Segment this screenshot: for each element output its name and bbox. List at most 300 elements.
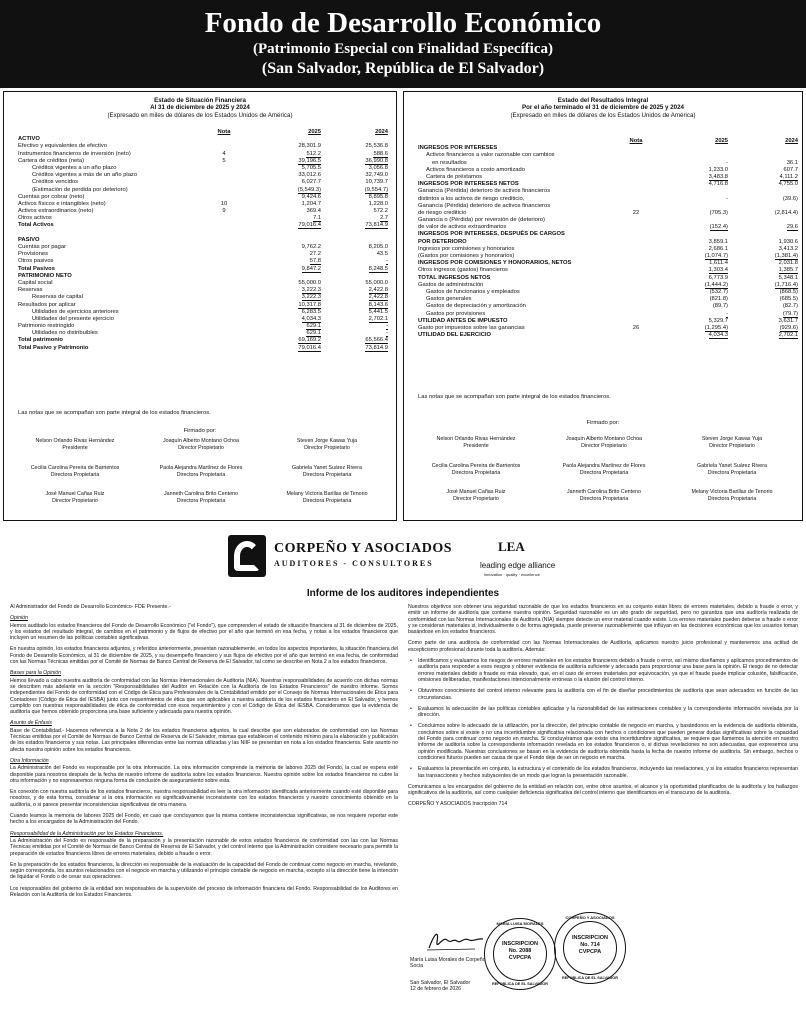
row-value-2024-text: 588.6 <box>373 150 388 157</box>
row-label: Activos extraordinarios (neto) <box>18 208 94 215</box>
signatory-name: Nelson Orlando Rivas Hernández <box>35 438 115 444</box>
table-row <box>18 266 386 273</box>
table-row <box>18 194 386 201</box>
row-label: Utilidades de ejercicios anteriores <box>32 308 119 315</box>
table-row <box>18 136 386 143</box>
row-label: de valor de activos extraordinarios <box>418 224 507 231</box>
row-value-2024 <box>744 246 798 253</box>
table-row <box>18 151 386 158</box>
row-value-2025-text: (821.8) <box>709 296 728 303</box>
table-row <box>18 187 386 194</box>
table-row <box>18 330 386 337</box>
row-label: Utilidades no distribuibles <box>32 330 98 337</box>
row-value-2025 <box>267 337 321 344</box>
row-label: UTILIDAD DEL EJERCICIO <box>418 332 492 339</box>
row-label: Instrumentos financieros de inversión (neto) <box>18 150 131 157</box>
lea-tagline: innovation · quality · excellence <box>484 572 540 577</box>
signatory <box>11 438 139 451</box>
row-value-2025-text: 27.2 <box>309 251 321 258</box>
row-value-2025-text: 33,012.6 <box>298 172 321 179</box>
row-label: Efectivo y equivalentes de efectivo <box>18 143 107 150</box>
table-row <box>18 287 386 294</box>
signatory <box>263 465 391 478</box>
row-value-2024-text: 3,631.7 <box>778 317 798 324</box>
table-row <box>18 172 386 179</box>
signatory-name: Joaquín Alberto Montano Ochoa <box>566 436 642 442</box>
row-label: Ganancia o (Pérdida) por reversión de (deterioro) <box>418 217 545 224</box>
row-value-2024-text: 2,702.1 <box>368 315 388 322</box>
table-row <box>18 316 386 323</box>
table-row <box>418 159 798 167</box>
table-row <box>418 310 798 318</box>
row-value-2024 <box>334 143 388 150</box>
row-label: distintos a los activos de riesgo crediticio, <box>418 195 525 202</box>
row-value-2024 <box>744 275 798 282</box>
signatory-role: Directora Propietaria <box>707 495 757 502</box>
list-item: • Evaluamos la presentación en conjunto, la estructura y el contenido de los estados financieros, incluyendo las revelaciones, y si los estados financieros representan las transacciones y hechos subyacentes de un modo que logran la presentación razonable. <box>418 766 798 779</box>
table-row <box>418 324 798 332</box>
row-value-2024 <box>744 224 798 231</box>
signatory-role: Director Propietario <box>178 444 224 451</box>
row-label: INGRESOS POR INTERESES <box>418 145 498 152</box>
row-value-2024-text: 3,413.2 <box>778 245 798 252</box>
row-label: Otros ingresos (gastos) financieros <box>418 267 508 274</box>
row-value-2024 <box>744 303 798 310</box>
row-label: INGRESOS POR INTERESES NETOS <box>418 181 519 188</box>
row-value-2024-text: (1,716.4) <box>774 281 798 288</box>
row-value-2025 <box>674 318 728 325</box>
row-value-2025 <box>674 239 728 246</box>
signatory-name: José Manuel Cañas Ruiz <box>45 491 105 497</box>
table-row <box>18 165 386 172</box>
report-header <box>0 0 806 88</box>
row-value-2024 <box>334 280 388 287</box>
row-value-2025-text: - <box>726 159 728 166</box>
paragraph: En la preparación de los estados financieros, la dirección es responsable de la evaluación de la capacidad del Fondo de continuar como negocio en marcha, revelando, según corresponda, los asuntos relacionados con el negocio en marcha y utilizando el principio contable de negocio en marcha, excepto si la dirección tiene la intención de liquidar el Fondo o de cesar sus operaciones. <box>10 861 398 881</box>
row-label: Cuentas por pagar <box>18 244 67 250</box>
signatory-role: Director Propietario <box>304 444 350 451</box>
row-note-text: 26 <box>632 324 640 331</box>
signatory-role: Directora Propietaria <box>302 497 352 504</box>
table-row <box>418 152 792 159</box>
table-row <box>418 188 792 195</box>
row-value-2025 <box>674 325 728 332</box>
row-value-2025 <box>267 309 321 316</box>
signatory <box>137 438 265 451</box>
row-value-2025 <box>267 172 321 179</box>
row-value-2024-text: 1,930.6 <box>778 238 798 245</box>
table-row <box>418 238 798 246</box>
row-note-text: 5 <box>222 157 226 164</box>
row-label: Otros activos <box>18 215 52 222</box>
income-signed-by: Firmado por: <box>586 420 620 426</box>
row-value-2025-text: 512.2 <box>306 150 321 157</box>
table-row <box>418 181 798 188</box>
row-note-text: 9 <box>222 208 226 215</box>
row-label: Créditos vigentes a más de un año plazo <box>32 172 138 179</box>
cpa-stamp-firm: CORPEÑO Y ASOCIADOS INSCRIPCION No. 714 CVPCPA REPÚBLICA DE EL SALVADOR <box>554 912 626 984</box>
table-row <box>418 274 798 282</box>
row-value-2024 <box>334 309 388 316</box>
row-note <box>626 210 646 217</box>
row-value-2024-text: 36.1 <box>786 159 798 166</box>
report-title: Informe de los auditores independientes <box>306 588 500 599</box>
row-value-2024 <box>744 196 798 203</box>
balance-footnote: Las notas que se acompañan son parte integral de los estados financieros. <box>18 410 211 416</box>
row-value-2025-text: 69,169.2 <box>298 337 321 344</box>
row-label: Ingresos por comisiones y honorarios <box>418 245 515 252</box>
row-value-2024-text: 8,143.6 <box>368 301 388 308</box>
section-heading: Otra Información <box>10 757 49 764</box>
row-value-2025 <box>267 201 321 208</box>
row-value-2025 <box>674 303 728 310</box>
row-label: de riesgo crediticio <box>418 209 467 216</box>
paragraph: Comunicamos a los encargados del gobierno de la entidad en relación con, entre otros asuntos, el alcance y la oportunidad planificados de la auditoría y los hallazgos significativos de la auditoría, así como cualquier deficiencia significativa del control interno que identificamos en el transcurso de la auditoría. <box>408 783 798 797</box>
income-date: Por el año terminado el 31 de diciembre de 2025 y 2024 <box>522 104 684 112</box>
row-value-2025-text: - <box>726 195 728 202</box>
row-value-2025-text: 1,204.7 <box>301 200 321 207</box>
auditor-tagline: AUDITORES - CONSULTORES <box>274 559 434 568</box>
row-value-2025 <box>674 260 728 267</box>
row-label: INGRESOS POR COMISIONES Y HONORARIOS, NETOS <box>418 260 572 267</box>
row-value-2025-text: 5,329.7 <box>708 317 728 324</box>
corpeno-logo-icon <box>228 535 266 577</box>
row-value-2025 <box>267 345 321 352</box>
table-row <box>418 173 798 181</box>
row-note-text: 4 <box>222 150 226 157</box>
row-value-2025 <box>267 187 321 194</box>
table-row <box>18 251 386 258</box>
row-label: Total Activos <box>18 222 54 229</box>
signatory <box>11 491 139 504</box>
col-note: Nota <box>629 138 643 144</box>
signatory-role: Directora Propietaria <box>50 471 100 478</box>
row-value-2024-text: 8,895.8 <box>368 193 388 200</box>
row-value-2025 <box>674 174 728 181</box>
row-value-2024 <box>744 282 798 289</box>
signatory <box>412 463 540 476</box>
signatory-role: Director Propietario <box>52 497 98 504</box>
row-value-2024-text: 572.2 <box>373 208 388 215</box>
row-value-2024 <box>334 316 388 323</box>
row-value-2024 <box>334 187 388 194</box>
paragraph: Hemos auditado los estados financieros del Fondo de Desarrollo Económico ("el Fondo"), que comprenden el estado de situación financiera al 31 de diciembre de 2025, y los estados del resultado integral, de cambios en el patrimonio y de flujos de efectivo por el año que terminó en esa fecha, y notas a los estados financieros que incluyen un resumen de las políticas contables significativas. <box>10 622 398 642</box>
signatory-name: Gabriela Yanet Suárez Rivera <box>697 463 767 469</box>
row-value-2025-text: 39,196.5 <box>298 157 321 164</box>
row-value-2025 <box>267 266 321 273</box>
table-row <box>418 245 798 253</box>
row-value-2025-text: 1,303.4 <box>708 267 728 274</box>
row-value-2025 <box>674 210 728 217</box>
table-row <box>418 145 792 152</box>
balance-title: Estado de Situación Financiera <box>154 97 246 104</box>
signatory-name: José Manuel Cañas Ruiz <box>446 489 506 495</box>
row-label: Utilidades del presente ejercicio <box>32 315 114 322</box>
row-value-2024 <box>334 294 388 301</box>
table-row <box>418 303 798 310</box>
row-value-2024 <box>334 302 388 309</box>
list-item: • Obtuvimos conocimiento del control interno relevante para la auditoría con el fin de diseñar procedimientos de auditoría que sean adecuados en función de las circunstancias. <box>418 688 798 701</box>
row-value-2025 <box>674 267 728 274</box>
row-value-2024 <box>334 258 388 265</box>
table-row <box>18 244 386 251</box>
auditor-name: CORPEÑO Y ASOCIADOS <box>274 541 453 556</box>
lea-subtitle: leading edge alliance <box>480 561 556 570</box>
signatory <box>412 436 540 449</box>
row-value-2024 <box>334 165 388 172</box>
row-value-2024-text: (2,814.4) <box>774 209 798 216</box>
row-value-2025 <box>674 296 728 303</box>
row-value-2025 <box>674 160 728 167</box>
row-value-2025 <box>674 196 728 203</box>
signatory <box>668 489 796 502</box>
signatory-name: Steven Jorge Kawas Yuja <box>701 436 763 442</box>
row-value-2024-text: (929.6) <box>779 324 798 331</box>
row-label: Provisiones <box>18 251 48 258</box>
row-value-2024 <box>744 325 798 332</box>
row-label: TOTAL INGRESOS NETOS <box>418 274 491 281</box>
row-value-2024 <box>744 181 798 188</box>
row-note <box>214 208 234 215</box>
table-row <box>418 253 798 260</box>
row-value-2024-text: 8,205.0 <box>368 244 388 250</box>
row-note-text: 10 <box>220 200 228 207</box>
income-title-block <box>404 97 802 119</box>
table-row <box>418 317 798 325</box>
row-value-2025 <box>674 275 728 282</box>
list-item: • Evaluamos la adecuación de las políticas contables aplicadas y la razonabilidad de las estimaciones contables y la correspondiente información revelada por la dirección. <box>418 706 798 719</box>
row-value-2024 <box>334 345 388 352</box>
signer-date: 12 de febrero de 2026 <box>410 985 462 992</box>
row-value-2024 <box>334 151 388 158</box>
section-heading: Opinión <box>10 615 28 622</box>
signatory-name: Paola Alejandra Martínez de Flores <box>562 463 646 469</box>
table-row <box>18 280 386 287</box>
paragraph: En nuestra opinión, los estados financieros adjuntos, y referidos anteriormente, presentan razonablemente, en todos los aspectos importantes, la situación financiera del Fondo de Desarrollo Económico, al 31 de diciembre de 2025, y su desempeño financiero y sus flujos de efectivo por el año que terminó en esa fecha, de conformidad con las Normas Técnicas emitidas por el Comité de Normas de Banco Central de Reserva de El Salvador, tal como se describe en Nota 2 a los estados financieros. <box>10 646 398 666</box>
signer-place: San Salvador, El Salvador <box>410 979 471 986</box>
table-row <box>418 332 798 339</box>
signatory <box>540 463 668 476</box>
signatory <box>137 465 265 478</box>
row-value-2024 <box>334 323 388 330</box>
row-value-2025-text: 79,016.4 <box>298 222 321 229</box>
paragraph: Al Administrador del Fondo de Desarrollo Económico- FDE Presente.- <box>10 604 171 610</box>
row-label: Gasto por impuestos sobre las ganancias <box>418 324 525 331</box>
table-row <box>418 166 798 174</box>
row-value-2024 <box>334 172 388 179</box>
row-label: ACTIVO <box>18 136 40 143</box>
signatory <box>668 463 796 476</box>
signatory <box>137 491 265 504</box>
income-table <box>418 138 798 339</box>
row-value-2025-text: 9,762.2 <box>301 244 321 250</box>
row-label: (Estimación de perdida por deterioro) <box>32 186 128 193</box>
row-value-2024 <box>744 210 798 217</box>
paragraph: Hemos llevado a cabo nuestra auditoría de conformidad con las Normas Internacionales de Auditoría (NIA). Nuestras responsabilidades de acuerdo con dichas normas se describen más adelante en la sección "Responsabilidades del Auditor en Relación con la Auditoría de los Estados Financieros" de nuestro informe. Somos independientes del Fondo de conformidad con el Código de Ética para Profesionales de la Contabilidad emitido por el Consejo de Normas Internacionales de Ética para Contadores (Código de Ética del IESBA) junto con requerimientos de ética que son aplicables a nuestra auditoría de los estados financieros en El Salvador, y hemos cumplido con nuestras responsabilidades de ética de conformidad con esos requerimientos y con el Código de Ética del IESBA. Consideramos que la evidencia de auditoría que hemos obtenido proporciona una base suficiente y adecuada para nuestra opinión. <box>10 677 398 716</box>
row-value-2024-text: - <box>386 258 388 265</box>
row-value-2024-text: 8,248.5 <box>368 265 388 272</box>
row-note <box>214 151 234 158</box>
row-value-2024 <box>744 311 798 318</box>
signatory <box>263 491 391 504</box>
signatory-name: Steven Jorge Kawas Yuja <box>296 438 358 444</box>
signer-name: María Luisa Morales de Corpeño <box>410 957 486 963</box>
row-value-2024-text: 2,422.8 <box>368 287 388 294</box>
row-value-2024-text: 4,755.0 <box>778 181 798 188</box>
row-label: Ganancia (Pérdida) deterioro de activos financieros <box>418 202 551 209</box>
signer-role: Socia <box>410 963 423 970</box>
row-label: Gastos de funcionarios y empleados <box>426 288 520 295</box>
row-value-2024 <box>334 222 388 229</box>
signatory-role: Directora Propietaria <box>707 469 757 476</box>
row-note <box>214 158 234 165</box>
row-value-2024 <box>744 167 798 174</box>
row-value-2025-text: 4,716.8 <box>708 181 728 188</box>
col-2025: 2025 <box>308 129 321 135</box>
row-value-2025-text: (5,549.3) <box>297 186 321 193</box>
row-label: INGRESOS POR INTERESES, DESPUÉS DE CARGOS <box>418 231 565 238</box>
row-value-2024-text: (9,554.7) <box>364 186 388 193</box>
paragraph: Base de Contabilidad.- Hacemos referencia a la Nota 2 de los estados financieros adjuntos, la cual describe que son elaborados de conformidad con las Normas Técnicas emitidas por el Comité de Normas de Banco Central de Reserva de El Salvador, mismas que establecen el contenido mínimo para la elaboración y publicación de los estados financieros y sus notas. Las principales diferencias entre las normas utilizadas y las NIIF se presentan en nota a los estados financieros. Este asunto no afecta nuestra opinión sobre los estados financieros. <box>10 727 398 753</box>
signatory-name: Cecilia Carolina Pereira de Barrientos <box>30 465 120 471</box>
row-value-2025-text: 1,233.0 <box>708 166 728 173</box>
table-row <box>418 217 792 224</box>
row-value-2024-text: 65,566.4 <box>365 337 388 344</box>
signatory-role: Director Propietario <box>453 495 499 502</box>
report-left-column <box>10 604 398 903</box>
row-value-2025-text: 55,000.0 <box>298 279 321 286</box>
list-item: • Identificamos y evaluamos los riesgos de errores materiales en los estados financieros debido a fraude o error, así mismo diseñamos y aplicamos procedimientos de auditoría para responder a esos riesgos y obtener evidencia de auditoría suficiente y adecuada para proporcionar una base para la opinión. El riesgo de no detectar errores materiales debido a fraude es más elevado, que, en el caso de errores materiales por equivocación, ya que el fraude puede implicar colusión, falsificación, omisiones deliberadas, manifestaciones intencionalmente erróneas o la elusión del control interno. <box>418 658 798 683</box>
signatory-name: Gabriela Yanet Suárez Rivera <box>292 465 362 471</box>
row-value-2024 <box>744 239 798 246</box>
row-value-2025 <box>267 215 321 222</box>
signatory <box>668 436 796 449</box>
table-row <box>418 209 798 217</box>
income-unit: (Expresado en miles de dólares de los Estados Unidos de América) <box>510 111 696 119</box>
row-value-2025 <box>267 287 321 294</box>
income-header-row <box>418 138 798 145</box>
signatory-name: Janneth Carolina Brito Centeno <box>164 491 238 497</box>
row-value-2024 <box>744 289 798 296</box>
table-row <box>418 267 798 274</box>
row-value-2025 <box>267 222 321 229</box>
row-value-2025-text: 9,847.2 <box>301 265 321 272</box>
row-value-2025-text: 7.1 <box>312 215 321 222</box>
row-value-2024-text: 5,441.5 <box>368 308 388 315</box>
lea-logo: LEA <box>498 539 525 554</box>
col-2024: 2024 <box>375 129 388 135</box>
col-2024: 2024 <box>785 138 798 144</box>
row-value-2025 <box>267 208 321 215</box>
signatory-role: Presidente <box>62 444 88 451</box>
row-value-2024 <box>334 244 388 251</box>
table-row <box>18 158 386 165</box>
row-value-2025-text: 79,016.4 <box>298 344 321 351</box>
section-heading: Bases para la Opinión <box>10 670 62 677</box>
signatory-name: Nelson Orlando Rivas Hernández <box>436 436 516 442</box>
row-value-2024-text: (685.5) <box>779 296 798 303</box>
row-value-2025-text: (705.3) <box>709 209 728 216</box>
row-value-2024 <box>334 287 388 294</box>
row-label: (Gastos por comisiones y honorarios) <box>418 253 515 259</box>
table-row <box>418 203 792 210</box>
row-value-2025-text: 6,027.7 <box>301 179 321 186</box>
table-row <box>18 258 386 265</box>
row-label: Gastos de administración <box>418 281 484 288</box>
row-value-2025 <box>674 246 728 253</box>
row-value-2024-text: 73,814.9 <box>365 222 388 229</box>
signatory-role: Directora Propietaria <box>451 469 501 476</box>
row-value-2024-text: 32,749.0 <box>365 172 388 179</box>
row-value-2025 <box>267 323 321 330</box>
row-value-2024-text: 2,422.8 <box>368 294 388 301</box>
row-label: Total patrimonio <box>18 337 63 344</box>
row-label: POR DETERIORO <box>418 238 467 245</box>
paragraph: Cuando leamos la memoria de labores 2025 del Fondo, en caso que concluyamos que la misma contiene inconsistencias significativas, se nos requiere reportar este hecho a los encargados de la Administración del Fondo. <box>10 813 398 826</box>
auditor-logo <box>228 535 578 583</box>
row-value-2024-text: 4,111.2 <box>779 173 798 180</box>
table-row <box>18 222 386 229</box>
row-value-2024 <box>334 158 388 165</box>
row-value-2024-text: 43.5 <box>376 251 388 258</box>
table-row <box>418 195 798 203</box>
row-value-2025-text: 6,283.5 <box>301 308 321 315</box>
row-label: PATRIMONIO NETO <box>18 272 72 279</box>
signatory <box>540 489 668 502</box>
row-value-2024 <box>334 337 388 344</box>
row-label: en resultados <box>432 159 467 166</box>
row-label: Otros pasivos <box>18 258 54 265</box>
fund-location: (San Salvador, República de El Salvador) <box>261 60 545 77</box>
row-value-2025-text: (1,295.4) <box>704 324 728 331</box>
row-value-2024 <box>744 267 798 274</box>
row-value-2025-text: 5,705.5 <box>301 164 321 171</box>
row-value-2024-text: 2,031.8 <box>778 260 798 267</box>
row-value-2025-text: 2,686.1 <box>708 245 728 252</box>
signatory <box>412 489 540 502</box>
row-label: Activos financieros a costo amortizado <box>426 166 525 173</box>
balance-sheet-panel <box>3 91 397 521</box>
table-row <box>418 288 798 296</box>
income-rows <box>418 145 798 339</box>
row-value-2025 <box>674 332 728 339</box>
row-value-2025-text: 3,859.1 <box>708 238 728 245</box>
row-label: Gastos por provisiones <box>426 310 486 317</box>
row-value-2024 <box>334 215 388 222</box>
balance-rows <box>18 136 386 352</box>
row-label: Cuentas por cobrar (neto) <box>18 193 85 200</box>
row-value-2025 <box>267 179 321 186</box>
table-row <box>18 237 386 244</box>
paragraph: CORPEÑO Y ASOCIADOS Inscripción 714 <box>408 801 508 808</box>
row-value-2024 <box>744 174 798 181</box>
row-value-2024 <box>334 330 388 337</box>
row-value-2024 <box>744 296 798 303</box>
row-value-2025 <box>267 316 321 323</box>
row-value-2025-text: 6,773.9 <box>708 274 728 281</box>
table-row <box>418 260 798 267</box>
table-row <box>418 231 792 238</box>
signature-mark <box>425 928 485 954</box>
table-row <box>18 143 386 150</box>
row-label: Créditos vencidos <box>32 179 79 186</box>
balance-date: Al 31 de diciembre de 2025 y 2024 <box>150 104 250 112</box>
paragraph: Nuestros objetivos son obtener una seguridad razonable de que los estados financieros en su conjunto están libres de errores materiales, debido a fraude o error, y emitir un informe de auditoría que contiene nuestra opinión. Seguridad razonable es un alto grado de seguridad, pero no garantiza que una auditoría realizada de conformidad con las Normas Internacionales de Auditoría (NIA) siempre detecte un error material cuando existe. Los errores materiales pueden deberse a fraude o error y se consideran materiales si, individualmente o de forma agregada, puede preverse razonablemente que influyan en las decisiones económicas que los usuarios toman basándose en los estados financieros. <box>408 604 798 636</box>
signatory-role: Directora Propietaria <box>176 471 226 478</box>
row-value-2025 <box>267 165 321 172</box>
row-value-2025 <box>267 194 321 201</box>
signer-block <box>410 957 486 992</box>
